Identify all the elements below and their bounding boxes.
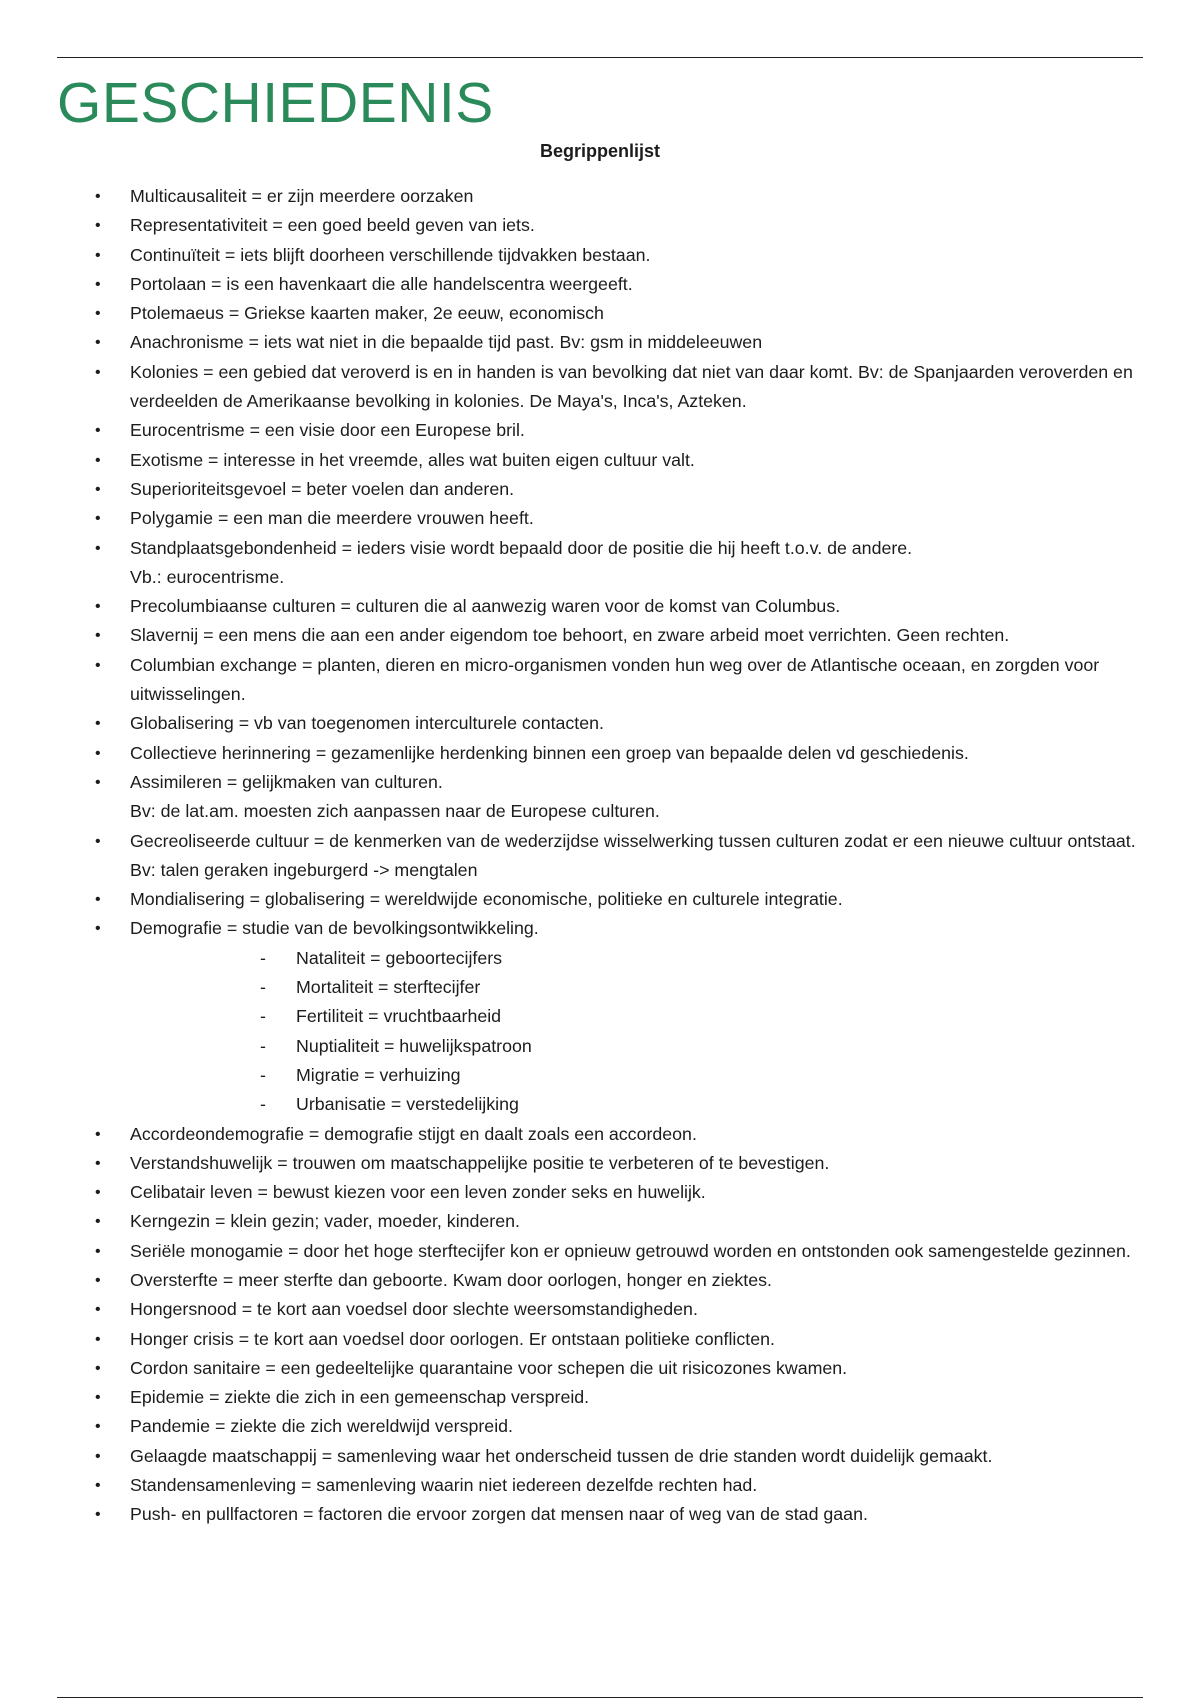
list-item [0, 358, 1200, 417]
bullet-icon: • [95, 1242, 101, 1260]
list-item [0, 914, 1200, 1119]
term-definition: Pandemie = ziekte die zich wereldwijd verspreid. [130, 1416, 513, 1437]
term-definition: Seriële monogamie = door het hoge sterftecijfer kon er opnieuw getrouwd worden en ontstonden ook samengestelde gezinnen. [130, 1240, 1131, 1261]
bullet-icon: • [95, 1389, 101, 1407]
bullet-icon: • [95, 1418, 101, 1436]
bullet-icon: • [95, 773, 101, 791]
sub-term: Nuptialiteit = huwelijkspatroon [296, 1035, 532, 1056]
list-item [0, 182, 1200, 211]
list-item [0, 768, 1200, 827]
list-item [0, 504, 1200, 533]
term-definition: Accordeondemografie = demografie stijgt en daalt zoals een accordeon. [130, 1123, 697, 1144]
term-definition: Kerngezin = klein gezin; vader, moeder, kinderen. [130, 1211, 520, 1232]
term-definition: Precolumbiaanse culturen = culturen die al aanwezig waren voor de komst van Columbus. [130, 596, 841, 617]
list-item [0, 241, 1200, 270]
term-definition: Continuïteit = iets blijft doorheen verschillende tijdvakken bestaan. [130, 244, 651, 265]
list-item [0, 1471, 1200, 1500]
term-definition: Push- en pullfactoren = factoren die ervoor zorgen dat mensen naar of weg van de stad gaan. [130, 1504, 868, 1525]
bullet-icon: • [95, 627, 101, 645]
list-item [0, 475, 1200, 504]
top-rule [57, 57, 1143, 58]
term-definition: Columbian exchange = planten, dieren en micro-organismen vonden hun weg over de Atlantische oceaan, en zorgden voor uitwisselingen. [130, 654, 1100, 705]
term-definition: Cordon sanitaire = een gedeeltelijke quarantaine voor schepen die uit risicozones kwamen. [130, 1357, 848, 1378]
bullet-icon: • [95, 480, 101, 498]
term-definition: Ptolemaeus = Griekse kaarten maker, 2e eeuw, economisch [130, 303, 604, 324]
term-definition: Oversterfte = meer sterfte dan geboorte. Kwam door oorlogen, honger en ziektes. [130, 1269, 772, 1290]
sub-term: Migratie = verhuizing [296, 1064, 461, 1085]
sublist-item [130, 1032, 1140, 1061]
term-definition: Kolonies = een gebied dat veroverd is en in handen is van bevolking dat niet van daar komt. Bv: de Spanjaarden veroverden en verdeelden de Amerikaanse bevolking in kolonies. De Maya's, Inca's, Azteken. [130, 361, 1133, 412]
term-definition: Demografie = studie van de bevolkingsontwikkeling. [130, 918, 539, 939]
term-definition: Gelaagde maatschappij = samenleving waar het onderscheid tussen de drie standen wordt duidelijk gemaakt. [130, 1445, 993, 1466]
dash-icon: - [260, 1094, 266, 1115]
bullet-icon: • [95, 832, 101, 850]
bullet-icon: • [95, 422, 101, 440]
list-item [0, 1383, 1200, 1412]
sublist-item [130, 1002, 1140, 1031]
list-item [0, 299, 1200, 328]
list-item [0, 1266, 1200, 1295]
list-item [0, 1295, 1200, 1324]
dash-icon: - [260, 1064, 266, 1085]
list-item [0, 1500, 1200, 1529]
page-title: GESCHIEDENIS [57, 71, 494, 135]
term-definition: Mondialisering = globalisering = wereldwijde economische, politieke en culturele integratie. [130, 889, 843, 910]
term-definition: Honger crisis = te kort aan voedsel door oorlogen. Er ontstaan politieke conflicten. [130, 1328, 775, 1349]
demografie-sublist [130, 944, 1140, 1120]
bullet-icon: • [95, 539, 101, 557]
bullet-icon: • [95, 1301, 101, 1319]
term-definition: Representativiteit = een goed beeld geven van iets. [130, 215, 535, 236]
bullet-icon: • [95, 1506, 101, 1524]
bullet-icon: • [95, 510, 101, 528]
term-definition: Superioriteitsgevoel = beter voelen dan anderen. [130, 478, 515, 499]
list-item [0, 592, 1200, 621]
bullet-icon: • [95, 598, 101, 616]
list-item [0, 1442, 1200, 1471]
list-item [0, 621, 1200, 650]
term-definition: Collectieve herinnering = gezamenlijke herdenking binnen een groep van bepaalde delen vd geschiedenis. [130, 742, 969, 763]
list-item [0, 651, 1200, 710]
term-definition: Assimileren = gelijkmaken van culturen. [130, 771, 443, 792]
sub-term: Urbanisatie = verstedelijking [296, 1094, 519, 1115]
bullet-icon: • [95, 1125, 101, 1143]
bullet-icon: • [95, 1330, 101, 1348]
list-item [0, 1120, 1200, 1149]
term-definition: Standplaatsgebondenheid = ieders visie wordt bepaald door de positie die hij heeft t.o.v. de andere. [130, 537, 913, 558]
term-definition: Globalisering = vb van toegenomen interculturele contacten. [130, 713, 604, 734]
term-example: Bv: de lat.am. moesten zich aanpassen naar de Europese culturen. [130, 801, 660, 822]
dash-icon: - [260, 1006, 266, 1027]
sublist-item [130, 1061, 1140, 1090]
term-definition: Standensamenleving = samenleving waarin niet iedereen dezelfde rechten had. [130, 1475, 758, 1496]
bullet-icon: • [95, 305, 101, 323]
dash-icon: - [260, 977, 266, 998]
list-item [0, 1325, 1200, 1354]
bullet-icon: • [95, 363, 101, 381]
bullet-icon: • [95, 1184, 101, 1202]
list-item [0, 1207, 1200, 1236]
list-item [0, 328, 1200, 357]
list-item [0, 1237, 1200, 1266]
sublist-item [130, 1090, 1140, 1119]
term-definition: Epidemie = ziekte die zich in een gemeenschap verspreid. [130, 1387, 590, 1408]
list-item [0, 211, 1200, 240]
bullet-icon: • [95, 920, 101, 938]
sublist-item [130, 973, 1140, 1002]
term-definition: Verstandshuwelijk = trouwen om maatschappelijke positie te verbeteren of te bevestigen. [130, 1152, 830, 1173]
glossary-list [0, 182, 1200, 1530]
term-definition: Anachronisme = iets wat niet in die bepaalde tijd past. Bv: gsm in middeleeuwen [130, 332, 763, 353]
bullet-icon: • [95, 188, 101, 205]
list-item [0, 270, 1200, 299]
bullet-icon: • [95, 891, 101, 909]
list-item [0, 1149, 1200, 1178]
bullet-icon: • [95, 715, 101, 733]
term-definition: Eurocentrisme = een visie door een Europese bril. [130, 420, 525, 441]
bullet-icon: • [95, 656, 101, 674]
bullet-icon: • [95, 451, 101, 469]
page-subtitle: Begrippenlijst [539, 141, 660, 161]
term-definition: Exotisme = interesse in het vreemde, alles wat buiten eigen cultuur valt. [130, 449, 695, 470]
bullet-icon: • [95, 744, 101, 762]
dash-icon: - [260, 1035, 266, 1056]
list-item [0, 446, 1200, 475]
list-item [0, 827, 1200, 886]
bullet-icon: • [95, 275, 101, 293]
list-item [0, 534, 1200, 593]
term-definition: Gecreoliseerde cultuur = de kenmerken van de wederzijdse wisselwerking tussen culturen zodat er een nieuwe cultuur ontstaat. Bv: talen geraken ingeburgerd -> mengtalen [130, 830, 1136, 880]
bullet-icon: • [95, 1213, 101, 1231]
list-item [0, 416, 1200, 445]
bullet-icon: • [95, 1359, 101, 1377]
term-definition: Portolaan = is een havenkaart die alle handelscentra weergeeft. [130, 273, 633, 294]
sub-term: Mortaliteit = sterftecijfer [296, 977, 481, 998]
bullet-icon: • [95, 1154, 101, 1172]
list-item [0, 739, 1200, 768]
term-definition: Hongersnood = te kort aan voedsel door slechte weersomstandigheden. [130, 1299, 698, 1320]
bullet-icon: • [95, 217, 101, 235]
list-item [0, 1178, 1200, 1207]
bullet-icon: • [95, 334, 101, 352]
sub-term: Fertiliteit = vruchtbaarheid [296, 1006, 502, 1027]
list-item [0, 1354, 1200, 1383]
bottom-rule [57, 1697, 1143, 1698]
dash-icon: - [260, 947, 266, 968]
bullet-icon: • [95, 1271, 101, 1289]
sub-term: Nataliteit = geboortecijfers [296, 947, 503, 968]
term-definition: Celibatair leven = bewust kiezen voor een leven zonder seks en huwelijk. [130, 1182, 706, 1203]
term-example: Vb.: eurocentrisme. [130, 566, 285, 587]
list-item [0, 885, 1200, 914]
bullet-icon: • [95, 1477, 101, 1495]
list-item [0, 1412, 1200, 1441]
bullet-icon: • [95, 246, 101, 264]
term-definition: Slavernij = een mens die aan een ander eigendom toe behoort, en zware arbeid moet verrichten. Geen rechten. [130, 625, 1010, 646]
list-item [0, 709, 1200, 738]
sublist-item [130, 944, 1140, 973]
term-definition: Polygamie = een man die meerdere vrouwen heeft. [130, 508, 534, 529]
bullet-icon: • [95, 1447, 101, 1465]
term-definition: Multicausaliteit = er zijn meerdere oorzaken [130, 186, 474, 206]
